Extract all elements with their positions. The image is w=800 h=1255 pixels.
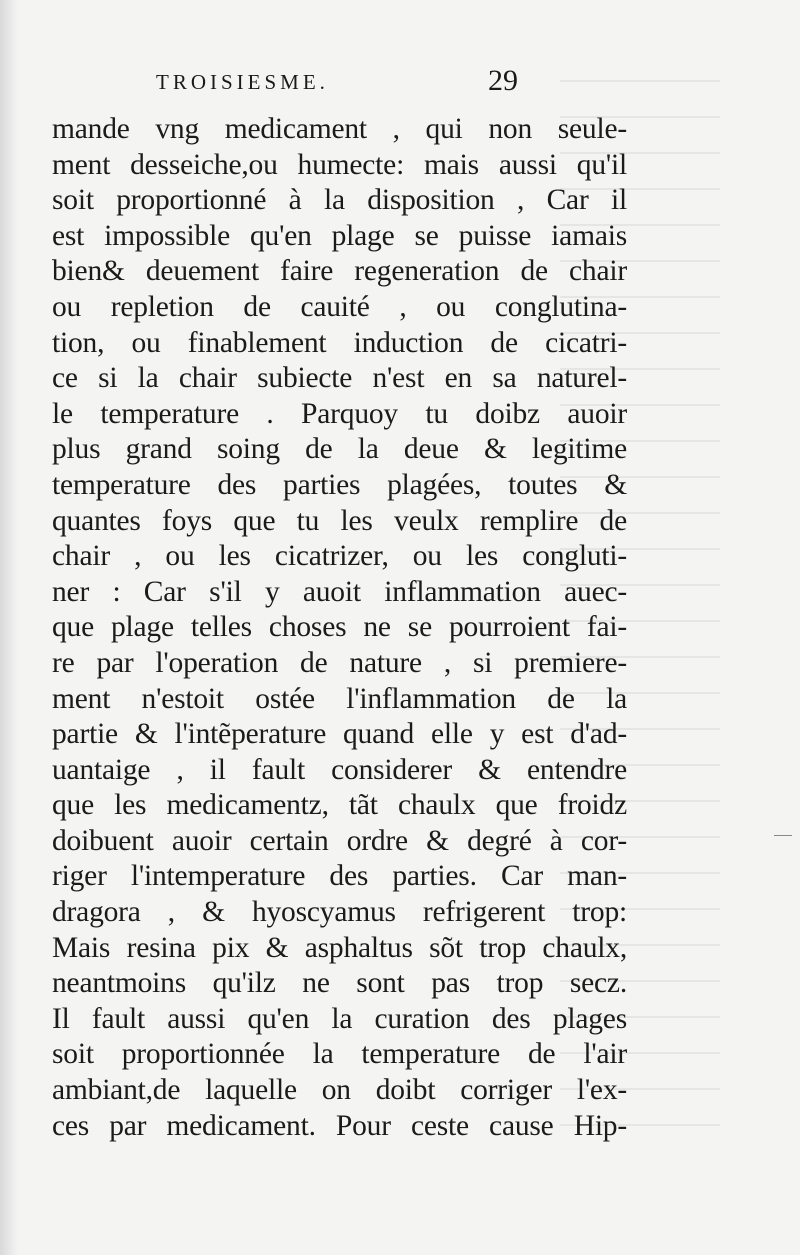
text-line: dragora , & hyoscyamus refrigerent trop: (52, 896, 627, 929)
text-line: est impossible qu'en plage se puisse iamais (52, 219, 627, 252)
text-line: quantes foys que tu les veulx remplire de (52, 504, 627, 537)
text-line: uantaige , il fault considerer & entendre (52, 753, 627, 786)
text-line: chair , ou les cicatrizer, ou les congluti- (52, 540, 627, 573)
text-line: Il fault aussi qu'en la curation des plages (52, 1002, 627, 1035)
running-head: TROISIESME. (156, 70, 329, 94)
text-line: ment desseiche,ou humecte: mais aussi qu'il (52, 148, 627, 181)
text-line: Mais resina pix & asphaltus sõt trop chaulx, (52, 931, 627, 964)
text-line: soit proportionné à la disposition , Car il (52, 184, 627, 217)
text-line: re par l'operation de nature , si premiere- (52, 646, 627, 679)
text-line: partie & l'intẽperature quand elle y est d'ad- (52, 718, 627, 751)
text-line: neantmoins qu'ilz ne sont pas trop secz. (52, 967, 627, 1000)
text-line: ner : Car s'il y auoit inflammation auec- (52, 575, 627, 608)
text-line: doibuent auoir certain ordre & degré à cor- (52, 824, 627, 857)
text-line: riger l'intemperature des parties. Car man- (52, 860, 627, 893)
text-line: que plage telles choses ne se pourroient fai- (52, 611, 627, 644)
margin-mark (774, 835, 792, 836)
text-line: le temperature . Parquoy tu doibz auoir (52, 397, 627, 430)
text-line: ce si la chair subiecte n'est en sa naturel- (52, 362, 627, 395)
text-line: mande vng medicament , qui non seule- (52, 113, 627, 145)
text-line: ou repletion de cauité , ou conglutina- (52, 290, 627, 323)
text-line: ces par medicament. Pour ceste cause Hip- (52, 1109, 627, 1142)
page-number: 29 (488, 64, 518, 97)
page-gutter-shadow (0, 0, 18, 1255)
text-line: temperature des parties plagées, toutes & (52, 468, 627, 501)
text-line: que les medicamentz, tãt chaulx que froidz (52, 789, 627, 822)
text-line: bien& deuement faire regeneration de chair (52, 255, 627, 288)
text-line: soit proportionnée la temperature de l'air (52, 1038, 627, 1071)
page-header (0, 62, 800, 102)
text-line: ment n'estoit ostée l'inflammation de la (52, 682, 627, 715)
text-line: plus grand soing de la deue & legitime (52, 433, 627, 466)
body-text (52, 112, 627, 1144)
text-line: ambiant,de laquelle on doibt corriger l'ex- (52, 1074, 627, 1107)
text-line: tion, ou finablement induction de cicatri- (52, 326, 627, 359)
